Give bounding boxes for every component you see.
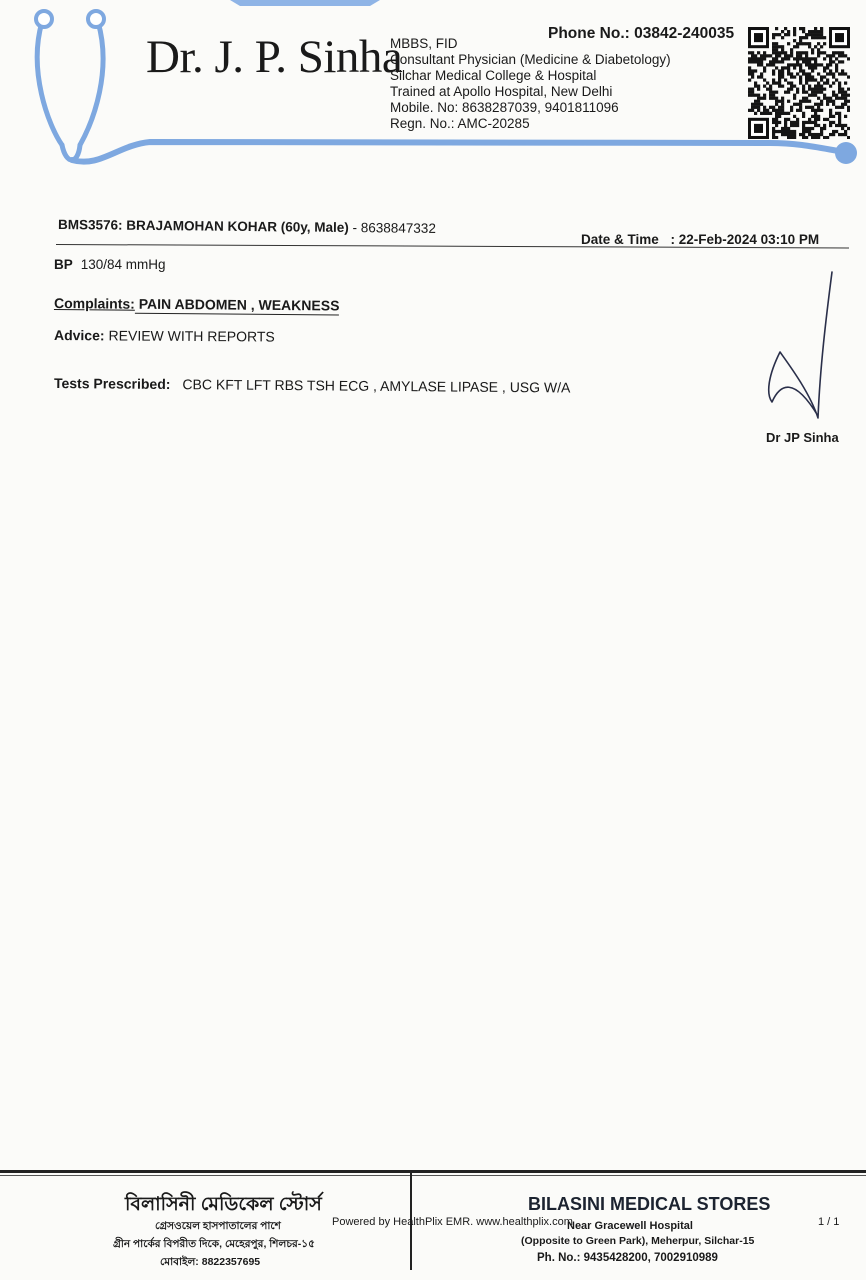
doctor-name: Dr. J. P. Sinha <box>146 31 403 83</box>
page-number: 1 / 1 <box>818 1216 840 1228</box>
credential-degree: MBBS, FID <box>390 36 458 51</box>
advice <box>54 327 275 345</box>
bp-value: 130/84 mmHg <box>80 257 166 272</box>
doctor-signature <box>760 268 840 428</box>
footer-top-rule-thin <box>0 1175 866 1176</box>
patient-phone: - 8638847332 <box>348 220 436 236</box>
advice-label: Advice: <box>53 327 105 344</box>
patient-name: BMS3576: BRAJAMOHAN KOHAR (60y, Male) <box>57 217 349 236</box>
store-phone-english: Ph. No.: 9435428200, 7002910989 <box>537 1252 718 1264</box>
visit-datetime <box>581 232 819 247</box>
patient-info <box>58 217 436 236</box>
store-address-english-2: (Opposite to Green Park), Meherpur, Silchar-15 <box>521 1235 755 1247</box>
footer-top-rule <box>0 1170 866 1173</box>
credential-training: Trained at Apollo Hospital, New Delhi <box>390 84 613 99</box>
store-phone-bengali: মোবাইল: 8822357695 <box>160 1256 261 1268</box>
qr-code-icon[interactable] <box>748 27 850 139</box>
store-name-english: BILASINI MEDICAL STORES <box>528 1194 771 1214</box>
advice-value: REVIEW WITH REPORTS <box>108 327 275 345</box>
store-address-english-1: Near Gracewell Hospital <box>567 1220 693 1232</box>
credential-mobile: Mobile. No: 8638287039, 9401811096 <box>390 100 619 115</box>
credential-registration: Regn. No.: AMC-20285 <box>390 116 530 131</box>
bp-label: BP <box>54 257 73 272</box>
doctor-credentials <box>390 36 671 132</box>
datetime-label: Date & Time <box>581 232 659 247</box>
credential-college: Silchar Medical College & Hospital <box>390 68 597 83</box>
complaints-label: Complaints: <box>53 295 135 312</box>
store-name-bengali: বিলাসিনী মেডিকেল স্টোর্স <box>125 1194 322 1215</box>
powered-by: Powered by HealthPlix EMR. www.healthplix.com <box>332 1216 573 1228</box>
credential-designation: Consultant Physician (Medicine & Diabetology) <box>390 52 671 67</box>
blood-pressure <box>54 257 166 272</box>
complaints-value: PAIN ABDOMEN , WEAKNESS <box>134 295 340 314</box>
complaints <box>54 295 340 313</box>
datetime-value: : 22-Feb-2024 03:10 PM <box>670 232 820 247</box>
store-address-bengali-2: গ্রীন পার্কের বিপরীত দিকে, মেহেরপুর, শিলচর-১৫ <box>113 1238 315 1250</box>
store-address-bengali-1: গ্রেসওয়েল হাসপাতালের পাশে <box>155 1220 281 1232</box>
tests-label: Tests Prescribed: <box>53 375 171 393</box>
signature-name: Dr JP Sinha <box>766 430 839 445</box>
clinic-phone: Phone No.: 03842-240035 <box>548 25 735 42</box>
tests-value: CBC KFT LFT RBS TSH ECG , AMYLASE LIPASE , USG W/A <box>182 376 571 396</box>
tests-prescribed <box>54 375 571 396</box>
